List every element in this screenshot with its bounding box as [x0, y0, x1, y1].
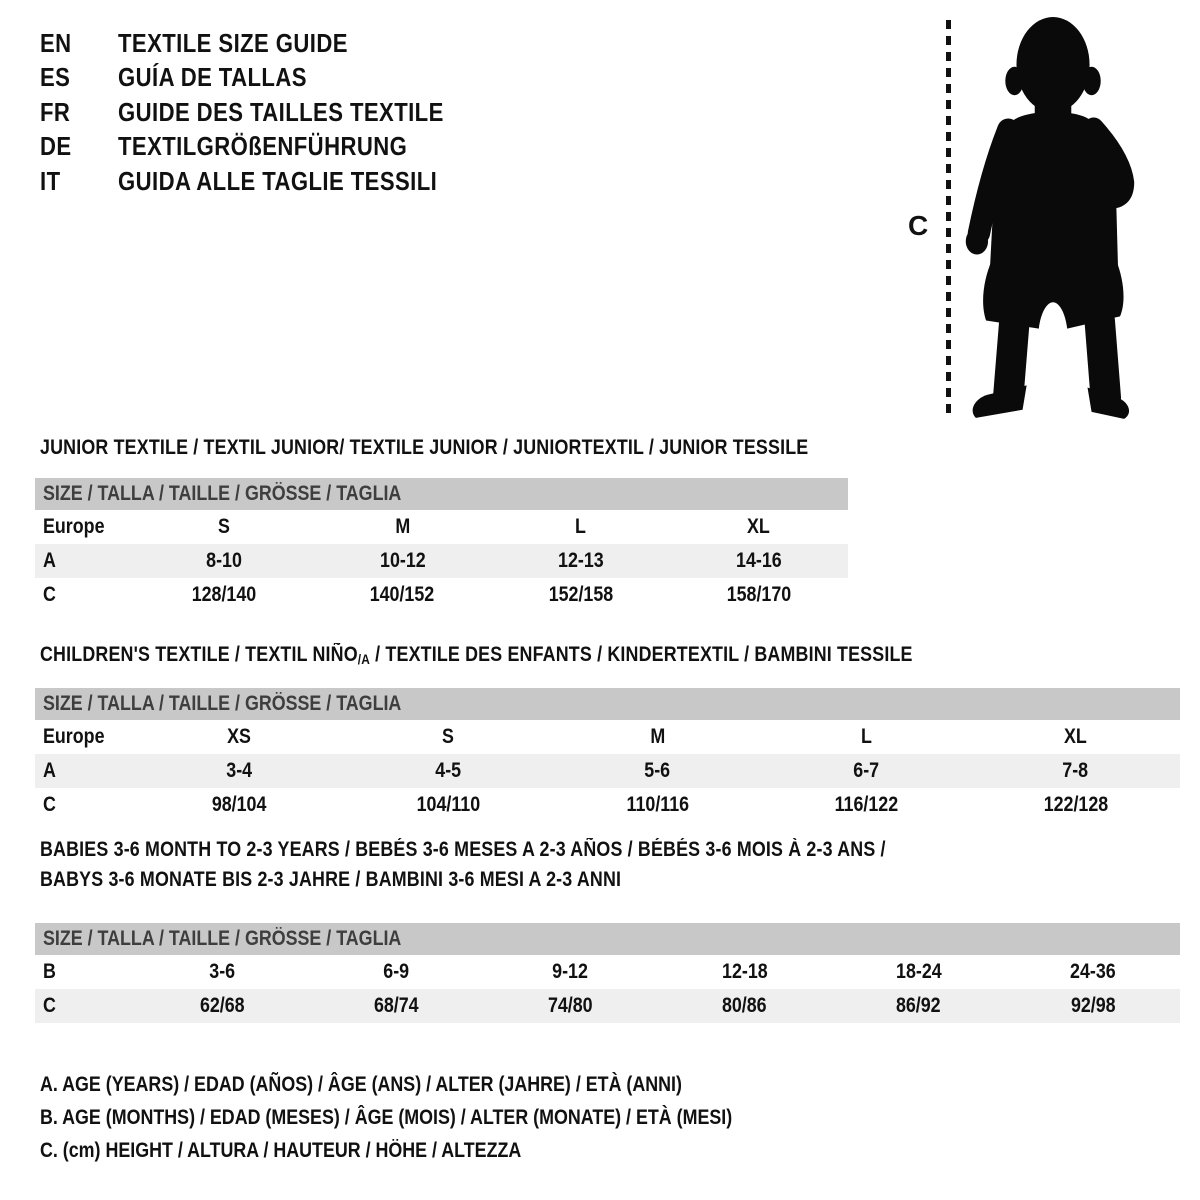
size-cell: 3-4 — [226, 759, 253, 782]
junior-section-title: JUNIOR TEXTILE / TEXTIL JUNIOR/ TEXTILE JUNIOR / JUNIORTEXTIL / JUNIOR TESSILE — [40, 436, 809, 459]
language-code: ES — [40, 62, 71, 93]
table-row-height — [35, 788, 1180, 822]
legend-line-c: C. (cm) HEIGHT / ALTURA / HAUTEUR / HÖHE / ALTEZZA — [40, 1138, 522, 1162]
table-row-age — [35, 754, 1180, 788]
language-row — [40, 61, 501, 96]
size-cell: 158/170 — [726, 583, 792, 606]
size-cell: S — [442, 725, 455, 748]
size-cell: 14-16 — [736, 549, 782, 572]
row-label: A — [43, 759, 56, 782]
language-label: GUIDA ALLE TAGLIE TESSILI — [118, 165, 438, 196]
measurement-legend — [40, 1068, 854, 1167]
table-row-height — [35, 578, 848, 612]
junior-size-table — [35, 478, 848, 612]
language-row — [40, 26, 501, 61]
size-header-bar: SIZE / TALLA / TAILLE / GRÖSSE / TAGLIA — [35, 478, 848, 510]
language-label: GUIDE DES TAILLES TEXTILE — [118, 96, 444, 127]
size-cell: 7-8 — [1062, 759, 1089, 782]
size-cell: 110/116 — [626, 793, 689, 816]
language-code: IT — [40, 165, 61, 196]
size-cell: 9-12 — [552, 960, 589, 983]
size-cell: XL — [1064, 725, 1087, 748]
table-row-europe — [35, 720, 1180, 754]
language-row — [40, 130, 501, 165]
size-cell: M — [650, 725, 665, 748]
size-cell: 74/80 — [548, 994, 593, 1017]
size-cell: 10-12 — [379, 549, 426, 572]
language-label: GUÍA DE TALLAS — [118, 62, 307, 93]
language-row — [40, 95, 501, 130]
language-code: DE — [40, 131, 72, 162]
size-cell: 18-24 — [895, 960, 942, 983]
row-label: A — [43, 549, 56, 572]
size-cell: 5-6 — [644, 759, 671, 782]
size-cell: 8-10 — [206, 549, 242, 572]
toddler-silhouette-icon — [962, 14, 1142, 424]
row-label: C — [43, 583, 56, 606]
row-label: C — [43, 994, 56, 1017]
size-cell: 6-7 — [853, 759, 880, 782]
legend-line-b: B. AGE (MONTHS) / EDAD (MESES) / ÂGE (MOIS) / ALTER (MONATE) / ETÀ (MESI) — [40, 1105, 733, 1129]
size-cell: M — [394, 515, 410, 538]
size-cell: 3-6 — [209, 960, 235, 983]
babies-section-title-line1: BABIES 3-6 MONTH TO 2-3 YEARS / BEBÉS 3-6 MESES A 2-3 AÑOS / BÉBÉS 3-6 MOIS À 2-3 ANS / — [40, 838, 886, 861]
size-cell: L — [861, 725, 872, 748]
size-cell: 24-36 — [1070, 960, 1116, 983]
legend-line-a: A. AGE (YEARS) / EDAD (AÑOS) / ÂGE (ANS) / ALTER (JAHRE) / ETÀ (ANNI) — [40, 1072, 682, 1096]
language-label: TEXTILE SIZE GUIDE — [118, 27, 348, 58]
size-cell: 12-13 — [557, 549, 604, 572]
table-row-height — [35, 989, 1180, 1023]
size-cell: S — [218, 515, 231, 538]
size-cell: L — [575, 515, 587, 538]
size-cell: 104/110 — [416, 793, 481, 816]
row-label: Europe — [43, 515, 105, 538]
language-code: FR — [40, 96, 71, 127]
children-section-title: CHILDREN'S TEXTILE / TEXTIL NIÑO/A / TEXTILE DES ENFANTS / KINDERTEXTIL / BAMBINI TESSILE — [40, 643, 913, 667]
size-header-bar: SIZE / TALLA / TAILLE / GRÖSSE / TAGLIA — [35, 923, 1180, 955]
size-cell: 68/74 — [373, 994, 419, 1017]
babies-size-table — [35, 923, 1180, 1023]
size-cell: 116/122 — [834, 793, 899, 816]
row-label: Europe — [43, 725, 105, 748]
title-subscript: /A — [357, 651, 371, 667]
table-row-europe — [35, 510, 848, 544]
size-cell: 140/152 — [370, 583, 435, 606]
size-cell: 98/104 — [212, 793, 267, 816]
table-row-age-months — [35, 955, 1180, 989]
size-cell: 122/128 — [1043, 793, 1108, 816]
size-cell: 92/98 — [1070, 994, 1116, 1017]
size-cell: 128/140 — [191, 583, 257, 606]
height-measure-dashed-line — [946, 20, 951, 418]
size-header-bar: SIZE / TALLA / TAILLE / GRÖSSE / TAGLIA — [35, 688, 1180, 720]
size-cell: 86/92 — [896, 994, 942, 1017]
size-cell: XS — [227, 725, 252, 748]
size-cell: 4-5 — [435, 759, 462, 782]
size-cell: 12-18 — [721, 960, 768, 983]
size-cell: 152/158 — [548, 583, 613, 606]
language-row — [40, 164, 501, 199]
measure-label-c: C — [908, 210, 929, 241]
size-cell: 62/68 — [199, 994, 245, 1017]
size-cell: 80/86 — [722, 994, 767, 1017]
babies-section-title-line2: BABYS 3-6 MONATE BIS 2-3 JAHRE / BAMBINI 3-6 MESI A 2-3 ANNI — [40, 868, 622, 891]
language-label: TEXTILGRÖßENFÜHRUNG — [118, 131, 408, 162]
children-size-table — [35, 688, 1180, 822]
row-label: C — [43, 793, 56, 816]
language-title-block — [40, 26, 501, 199]
size-cell: 6-9 — [383, 960, 410, 983]
row-label: B — [43, 960, 56, 983]
language-code: EN — [40, 27, 72, 58]
table-row-age — [35, 544, 848, 578]
size-cell: XL — [747, 515, 771, 538]
